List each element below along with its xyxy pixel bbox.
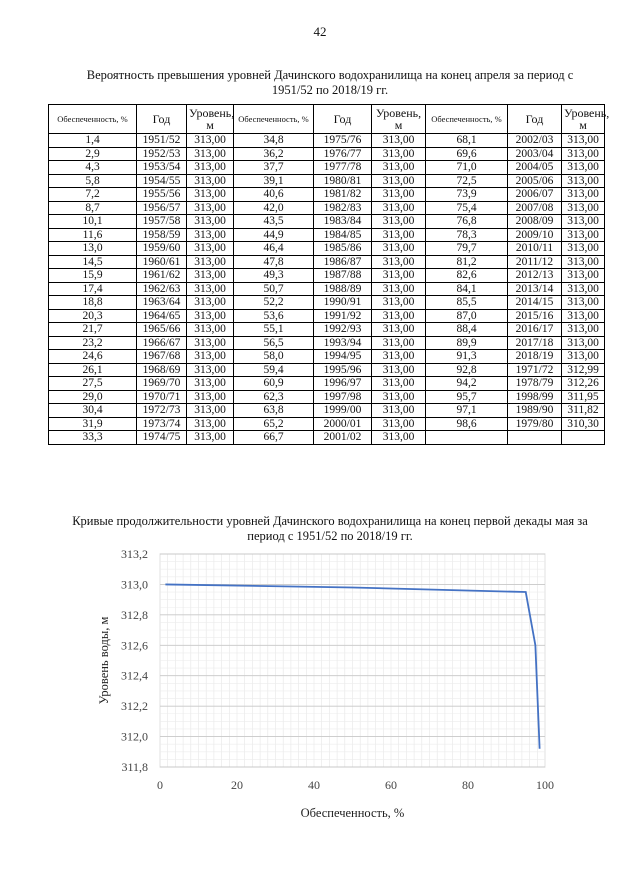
level-cell: 313,00 [372, 188, 426, 202]
probability-cell: 7,2 [49, 188, 137, 202]
table-header-row [49, 105, 605, 134]
y-tick-label: 312,8 [121, 607, 148, 622]
level-cell: 313,00 [372, 390, 426, 404]
year-cell: 1977/78 [314, 161, 372, 175]
year-cell: 1996/97 [314, 377, 372, 391]
level-cell: 313,00 [372, 147, 426, 161]
y-tick-label: 313,0 [121, 577, 148, 592]
table-title: Вероятность превышения уровней Дачинского водохранилища на конец апреля за период с 1951/52 по 2018/19 гг. [86, 68, 574, 97]
probability-cell: 73,9 [426, 188, 508, 202]
year-cell: 2001/02 [314, 431, 372, 445]
table-row [49, 255, 605, 269]
level-cell: 313,00 [562, 255, 605, 269]
header-level: Уровень, м [187, 105, 234, 134]
level-cell: 313,00 [372, 377, 426, 391]
year-cell: 1954/55 [137, 174, 187, 188]
level-cell: 313,00 [372, 269, 426, 283]
year-cell: 1987/88 [314, 269, 372, 283]
probability-cell: 15,9 [49, 269, 137, 283]
level-cell: 313,00 [562, 188, 605, 202]
level-cell: 311,95 [562, 390, 605, 404]
probability-cell: 11,6 [49, 228, 137, 242]
year-cell: 1975/76 [314, 134, 372, 148]
year-cell: 1991/92 [314, 309, 372, 323]
year-cell: 2002/03 [508, 134, 562, 148]
table-row [49, 323, 605, 337]
year-cell: 1959/60 [137, 242, 187, 256]
probability-cell: 24,6 [49, 350, 137, 364]
year-cell: 1968/69 [137, 363, 187, 377]
header-probability: Обеспеченность, % [49, 105, 137, 134]
probability-cell: 68,1 [426, 134, 508, 148]
x-tick-label: 40 [308, 778, 320, 792]
x-axis-label: Обеспеченность, % [300, 806, 405, 820]
level-cell: 313,00 [372, 255, 426, 269]
table-body [49, 134, 605, 445]
level-cell: 313,00 [562, 282, 605, 296]
probability-cell: 29,0 [49, 390, 137, 404]
year-cell: 1972/73 [137, 404, 187, 418]
probability-table [48, 104, 610, 445]
probability-cell: 31,9 [49, 417, 137, 431]
year-cell: 1967/68 [137, 350, 187, 364]
level-cell: 313,00 [187, 390, 234, 404]
year-cell: 1970/71 [137, 390, 187, 404]
y-tick-label: 312,4 [121, 668, 148, 683]
level-cell: 313,00 [187, 228, 234, 242]
probability-cell: 89,9 [426, 336, 508, 350]
probability-cell: 60,9 [234, 377, 314, 391]
header-year: Год [137, 105, 187, 134]
year-cell: 1998/99 [508, 390, 562, 404]
probability-cell: 88,4 [426, 323, 508, 337]
year-cell: 1989/90 [508, 404, 562, 418]
year-cell: 1969/70 [137, 377, 187, 391]
year-cell: 1992/93 [314, 323, 372, 337]
probability-cell: 10,1 [49, 215, 137, 229]
table-row [49, 269, 605, 283]
probability-cell: 91,3 [426, 350, 508, 364]
probability-cell: 69,6 [426, 147, 508, 161]
level-cell: 313,00 [372, 363, 426, 377]
probability-cell: 66,7 [234, 431, 314, 445]
level-cell: 313,00 [372, 296, 426, 310]
probability-cell: 87,0 [426, 309, 508, 323]
year-cell: 2008/09 [508, 215, 562, 229]
level-cell: 313,00 [562, 336, 605, 350]
year-cell: 2015/16 [508, 309, 562, 323]
table-row [49, 215, 605, 229]
level-cell: 313,00 [372, 309, 426, 323]
probability-cell: 46,4 [234, 242, 314, 256]
probability-cell: 76,8 [426, 215, 508, 229]
level-cell: 313,00 [372, 282, 426, 296]
probability-cell: 72,5 [426, 174, 508, 188]
level-cell: 313,00 [187, 323, 234, 337]
year-cell: 1973/74 [137, 417, 187, 431]
year-cell: 2010/11 [508, 242, 562, 256]
y-tick-label: 312,0 [121, 729, 148, 744]
level-cell: 313,00 [187, 215, 234, 229]
level-cell: 313,00 [372, 174, 426, 188]
level-cell: 313,00 [372, 201, 426, 215]
header-level: Уровень, м [562, 105, 605, 134]
header-probability: Обеспеченность, % [234, 105, 314, 134]
probability-cell: 20,3 [49, 309, 137, 323]
level-cell: 313,00 [372, 134, 426, 148]
probability-cell: 40,6 [234, 188, 314, 202]
level-cell: 313,00 [372, 350, 426, 364]
year-cell: 2005/06 [508, 174, 562, 188]
level-cell: 313,00 [562, 134, 605, 148]
table-row [49, 390, 605, 404]
probability-cell: 50,7 [234, 282, 314, 296]
probability-cell: 36,2 [234, 147, 314, 161]
duration-curve-chart [90, 540, 570, 830]
year-cell: 2017/18 [508, 336, 562, 350]
level-cell: 313,00 [187, 377, 234, 391]
level-cell: 313,00 [372, 336, 426, 350]
year-cell: 1984/85 [314, 228, 372, 242]
year-cell: 1976/77 [314, 147, 372, 161]
table-row [49, 174, 605, 188]
probability-cell: 53,6 [234, 309, 314, 323]
level-cell: 313,00 [562, 323, 605, 337]
probability-cell: 8,7 [49, 201, 137, 215]
level-cell: 312,26 [562, 377, 605, 391]
level-cell: 313,00 [187, 174, 234, 188]
table-row [49, 228, 605, 242]
probability-cell: 5,8 [49, 174, 137, 188]
probability-cell: 92,8 [426, 363, 508, 377]
table-row [49, 296, 605, 310]
year-cell: 1985/86 [314, 242, 372, 256]
year-cell: 2003/04 [508, 147, 562, 161]
year-cell: 1958/59 [137, 228, 187, 242]
level-cell: 313,00 [187, 282, 234, 296]
table-row [49, 404, 605, 418]
probability-cell: 47,8 [234, 255, 314, 269]
level-cell: 313,00 [187, 431, 234, 445]
year-cell: 1955/56 [137, 188, 187, 202]
year-cell: 1961/62 [137, 269, 187, 283]
year-cell: 2012/13 [508, 269, 562, 283]
probability-cell: 78,3 [426, 228, 508, 242]
level-cell [562, 431, 605, 445]
year-cell: 2000/01 [314, 417, 372, 431]
probability-cell: 63,8 [234, 404, 314, 418]
probability-cell: 27,5 [49, 377, 137, 391]
year-cell: 1951/52 [137, 134, 187, 148]
year-cell: 1994/95 [314, 350, 372, 364]
header-year: Год [508, 105, 562, 134]
year-cell: 1979/80 [508, 417, 562, 431]
year-cell: 1953/54 [137, 161, 187, 175]
level-cell: 313,00 [187, 404, 234, 418]
year-cell: 1978/79 [508, 377, 562, 391]
level-cell: 313,00 [187, 336, 234, 350]
level-cell: 313,00 [372, 242, 426, 256]
probability-cell: 81,2 [426, 255, 508, 269]
level-cell: 313,00 [562, 147, 605, 161]
level-cell: 312,99 [562, 363, 605, 377]
level-cell: 313,00 [562, 350, 605, 364]
year-cell: 1999/00 [314, 404, 372, 418]
header-level: Уровень, м [372, 105, 426, 134]
table-row [49, 309, 605, 323]
probability-cell: 39,1 [234, 174, 314, 188]
level-cell: 313,00 [187, 269, 234, 283]
page-number: 42 [313, 24, 327, 39]
table-row [49, 242, 605, 256]
year-cell: 2009/10 [508, 228, 562, 242]
year-cell: 2014/15 [508, 296, 562, 310]
year-cell: 1982/83 [314, 201, 372, 215]
x-tick-label: 20 [231, 778, 243, 792]
level-cell: 313,00 [562, 309, 605, 323]
probability-cell [426, 431, 508, 445]
header-probability: Обеспеченность, % [426, 105, 508, 134]
probability-cell: 62,3 [234, 390, 314, 404]
table-row [49, 350, 605, 364]
probability-cell: 37,7 [234, 161, 314, 175]
x-tick-label: 0 [157, 778, 163, 792]
year-cell: 1980/81 [314, 174, 372, 188]
probability-cell: 55,1 [234, 323, 314, 337]
year-cell: 1997/98 [314, 390, 372, 404]
y-tick-label: 311,8 [121, 760, 148, 774]
level-cell: 313,00 [372, 161, 426, 175]
level-cell: 313,00 [562, 215, 605, 229]
level-cell: 313,00 [562, 174, 605, 188]
year-cell: 1956/57 [137, 201, 187, 215]
year-cell: 2013/14 [508, 282, 562, 296]
year-cell [508, 431, 562, 445]
year-cell: 1971/72 [508, 363, 562, 377]
year-cell: 1964/65 [137, 309, 187, 323]
year-cell: 2016/17 [508, 323, 562, 337]
probability-cell: 85,5 [426, 296, 508, 310]
level-cell: 313,00 [562, 242, 605, 256]
table-row [49, 377, 605, 391]
level-cell: 313,00 [562, 296, 605, 310]
year-cell: 1966/67 [137, 336, 187, 350]
level-cell: 313,00 [187, 161, 234, 175]
year-cell: 1993/94 [314, 336, 372, 350]
x-tick-label: 80 [462, 778, 474, 792]
header-year: Год [314, 105, 372, 134]
year-cell: 2006/07 [508, 188, 562, 202]
year-cell: 1952/53 [137, 147, 187, 161]
probability-cell: 14,5 [49, 255, 137, 269]
year-cell: 1957/58 [137, 215, 187, 229]
y-axis-label: Уровень воды, м [97, 616, 111, 705]
level-cell: 313,00 [187, 201, 234, 215]
level-cell: 313,00 [187, 188, 234, 202]
level-cell: 313,00 [187, 417, 234, 431]
year-cell: 2011/12 [508, 255, 562, 269]
level-cell: 310,30 [562, 417, 605, 431]
table-row [49, 336, 605, 350]
table-row [49, 417, 605, 431]
year-cell: 2004/05 [508, 161, 562, 175]
level-cell: 313,00 [372, 215, 426, 229]
table-row [49, 201, 605, 215]
probability-cell: 13,0 [49, 242, 137, 256]
level-cell: 313,00 [187, 363, 234, 377]
probability-cell: 49,3 [234, 269, 314, 283]
level-cell: 313,00 [562, 269, 605, 283]
year-cell: 1963/64 [137, 296, 187, 310]
level-cell: 313,00 [187, 255, 234, 269]
probability-cell: 18,8 [49, 296, 137, 310]
table-row [49, 282, 605, 296]
table-row [49, 431, 605, 445]
probability-cell: 75,4 [426, 201, 508, 215]
probability-cell: 56,5 [234, 336, 314, 350]
probability-cell: 58,0 [234, 350, 314, 364]
year-cell: 1990/91 [314, 296, 372, 310]
probability-cell: 2,9 [49, 147, 137, 161]
level-cell: 313,00 [372, 417, 426, 431]
year-cell: 1960/61 [137, 255, 187, 269]
level-cell: 313,00 [187, 242, 234, 256]
y-tick-label: 312,2 [121, 699, 148, 714]
year-cell: 1981/82 [314, 188, 372, 202]
year-cell: 1988/89 [314, 282, 372, 296]
year-cell: 1974/75 [137, 431, 187, 445]
probability-cell: 59,4 [234, 363, 314, 377]
level-cell: 313,00 [562, 201, 605, 215]
table-row [49, 147, 605, 161]
probability-cell: 71,0 [426, 161, 508, 175]
probability-cell: 98,6 [426, 417, 508, 431]
level-cell: 313,00 [372, 431, 426, 445]
probability-cell: 97,1 [426, 404, 508, 418]
probability-cell: 17,4 [49, 282, 137, 296]
year-cell: 1983/84 [314, 215, 372, 229]
level-cell: 313,00 [187, 309, 234, 323]
y-tick-label: 312,6 [121, 638, 148, 653]
level-cell: 313,00 [372, 323, 426, 337]
probability-cell: 44,9 [234, 228, 314, 242]
probability-cell: 23,2 [49, 336, 137, 350]
probability-cell: 43,5 [234, 215, 314, 229]
chart-title: Кривые продолжительности уровней Дачинского водохранилища на конец первой декады мая за период с 1951/52 по 2018/19 гг. [72, 514, 588, 543]
probability-cell: 79,7 [426, 242, 508, 256]
x-tick-label: 100 [536, 778, 554, 792]
probability-cell: 84,1 [426, 282, 508, 296]
table-row [49, 363, 605, 377]
year-cell: 1965/66 [137, 323, 187, 337]
level-cell: 313,00 [562, 228, 605, 242]
table-row [49, 161, 605, 175]
level-cell: 313,00 [372, 404, 426, 418]
year-cell: 1962/63 [137, 282, 187, 296]
probability-cell: 33,3 [49, 431, 137, 445]
x-tick-label: 60 [385, 778, 397, 792]
probability-cell: 95,7 [426, 390, 508, 404]
year-cell: 2007/08 [508, 201, 562, 215]
probability-cell: 94,2 [426, 377, 508, 391]
year-cell: 2018/19 [508, 350, 562, 364]
level-cell: 313,00 [187, 134, 234, 148]
probability-cell: 65,2 [234, 417, 314, 431]
probability-cell: 30,4 [49, 404, 137, 418]
probability-cell: 1,4 [49, 134, 137, 148]
year-cell: 1986/87 [314, 255, 372, 269]
probability-cell: 82,6 [426, 269, 508, 283]
probability-cell: 26,1 [49, 363, 137, 377]
level-cell: 313,00 [372, 228, 426, 242]
probability-cell: 21,7 [49, 323, 137, 337]
table-row [49, 188, 605, 202]
probability-cell: 52,2 [234, 296, 314, 310]
table-row [49, 134, 605, 148]
level-cell: 313,00 [187, 296, 234, 310]
probability-cell: 4,3 [49, 161, 137, 175]
probability-cell: 42,0 [234, 201, 314, 215]
probability-cell: 34,8 [234, 134, 314, 148]
year-cell: 1995/96 [314, 363, 372, 377]
level-cell: 313,00 [187, 350, 234, 364]
y-tick-label: 313,2 [121, 547, 148, 561]
level-cell: 313,00 [562, 161, 605, 175]
level-cell: 311,82 [562, 404, 605, 418]
level-cell: 313,00 [187, 147, 234, 161]
